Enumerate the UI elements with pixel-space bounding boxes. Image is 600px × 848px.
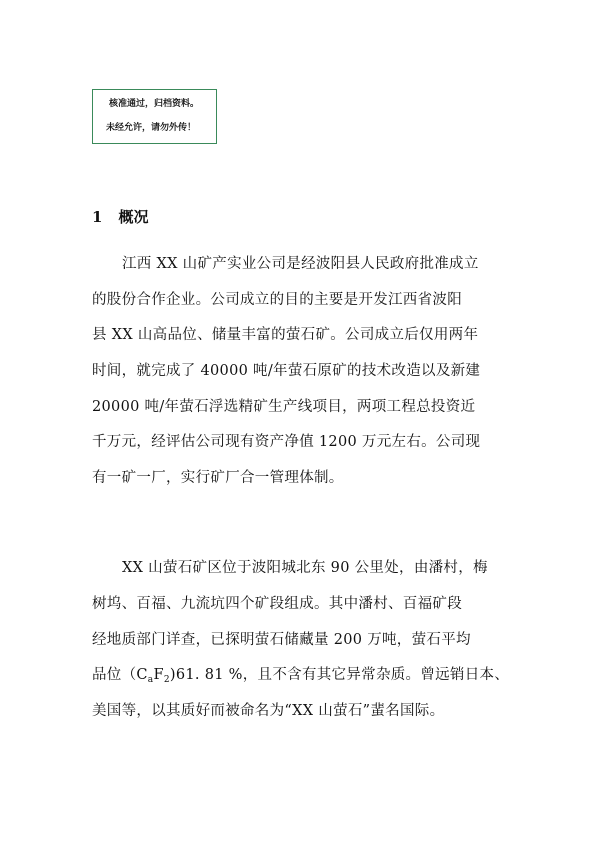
paragraph-line: 时间，就完成了 40000 吨/年萤石原矿的技术改造以及新建 <box>92 363 481 379</box>
paragraph-line-formula <box>92 665 509 690</box>
paragraph-line: 的股份合作企业。公司成立的目的主要是开发江西省波阳 <box>92 292 462 308</box>
paragraph-line: 经地质部门详查，已探明萤石储藏量 200 万吨，萤石平均 <box>92 632 471 648</box>
formula-subscript-a: a <box>147 675 154 685</box>
section-number: 1 <box>92 208 103 226</box>
paragraph-line: XX 山萤石矿区位于波阳城北东 90 公里处，由潘村，梅 <box>122 560 488 576</box>
notice-stamp-box <box>92 89 217 144</box>
paragraph-line: 树坞、百福、九流坑四个矿段组成。其中潘村、百福矿段 <box>92 596 462 612</box>
paragraph-line: 有一矿一厂，实行矿厂合一管理体制。 <box>92 470 344 486</box>
formula-f: F <box>153 667 164 683</box>
section-heading <box>92 206 148 228</box>
formula-prefix: 品位（C <box>92 667 148 683</box>
section-title: 概况 <box>118 208 149 226</box>
paragraph-line: 20000 吨/年萤石浮选精矿生产线项目，两项工程总投资近 <box>92 399 476 415</box>
paragraph-line: 县 XX 山高品位、储量丰富的萤石矿。公司成立后仅用两年 <box>92 327 479 343</box>
notice-line-confidential: 未经允许，请勿外传！ <box>106 123 197 133</box>
paragraph-line: 千万元，经评估公司现有资产净值 1200 万元左右。公司现 <box>92 434 481 450</box>
notice-line-approved: 核准通过，归档资料。 <box>109 99 200 109</box>
formula-suffix: )61. 81 %，且不含有其它异常杂质。曾远销日本、 <box>169 667 510 683</box>
paragraph-line: 江西 XX 山矿产实业公司是经波阳县人民政府批准成立 <box>122 256 479 272</box>
formula-subscript-2: 2 <box>163 675 170 685</box>
paragraph-line: 美国等，以其质好而被命名为“XX 山萤石”蜚名国际。 <box>92 703 445 719</box>
